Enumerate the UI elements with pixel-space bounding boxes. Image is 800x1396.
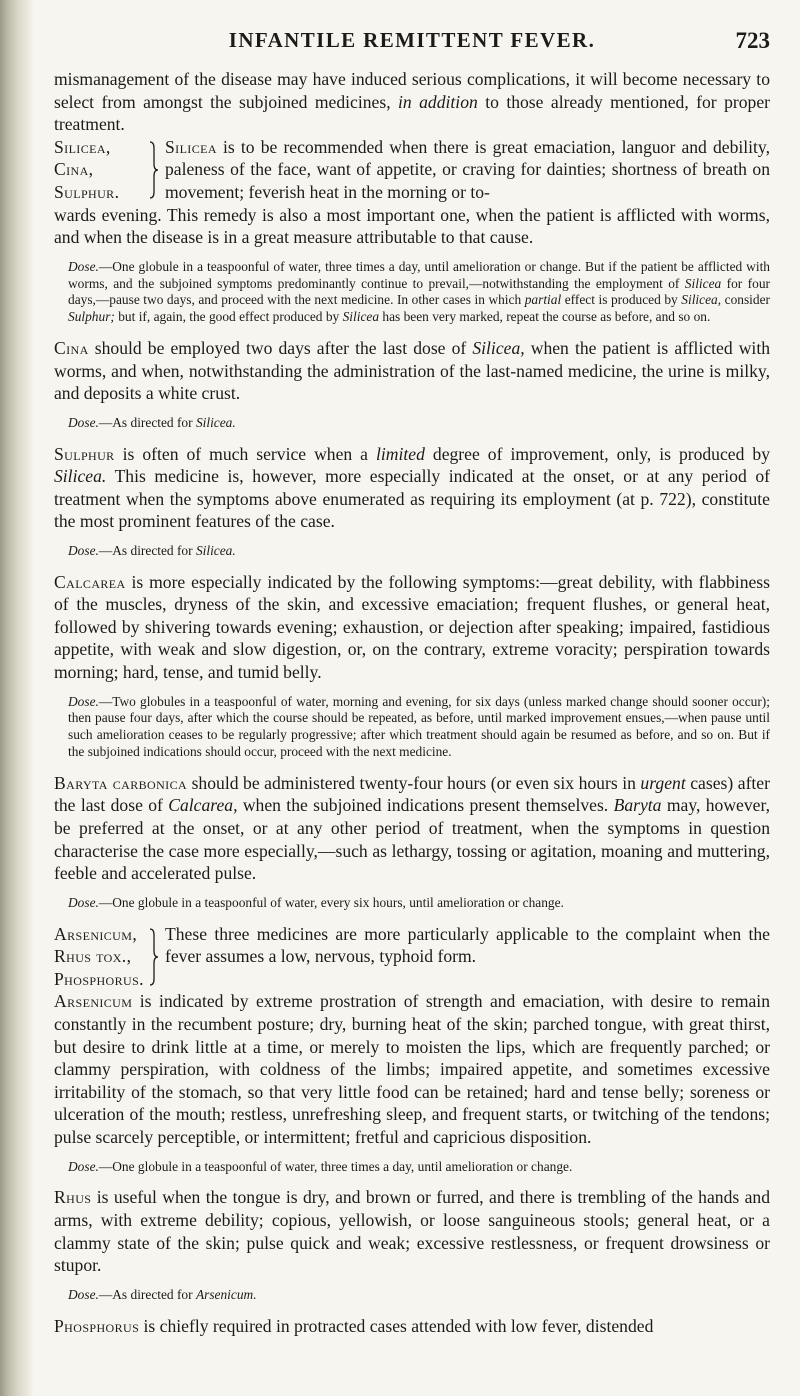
dose-note: Dose.—One globule in a teaspoonful of water, every six hours, until amelioration or change. [68,894,564,910]
silicea-paragraph-continued: wards evening. This remedy is also a most important one, when the patient is afflicted with worms, and when the disease is in a great measure attributable to that cause. [54,204,770,248]
medicine-name: Calcarea [54,571,126,592]
group-name: Silicea, [54,136,111,157]
group-name: Cina, [54,159,94,180]
medicine-name: Silicea [165,136,217,157]
phosphorus-paragraph: Phosphorus is chiefly required in protracted cases attended with low fever, distended [54,1315,654,1336]
medicine-name: Phosphorus [54,1315,140,1336]
book-spine-shadow [0,0,34,1396]
curly-brace-icon [149,927,159,987]
bracket-text: These three medicines are more particularly applicable to the complaint when the fever assumes a low, nervous, typhoid form. [165,923,770,967]
dose-note: Dose.—As directed for Silicea. [68,542,236,558]
bracket-text: Silicea is to be recommended when there is great emaciation, languor and debility, paleness of the face, want of appetite, or craving for dainties; shortness of breath on movement; feverish heat in the morning or to- [165,136,770,202]
arsenicum-paragraph: Arsenicum is indicated by extreme prostration of strength and emaciation, with desire to remain constantly in the recumbent posture; dry, burning heat of the skin; parched tongue, with great thirst, but desire to drink little at a time, or merely to moisten the lips, which are frequently parched; or clammy perspiration, with coldness of the limbs; impaired appetite, and sometimes excessive irritability of the stomach, so that very little food can be retained; hard and tense belly; soreness or ulceration of the mouth; restless, unrefreshing sleep, and frequent starts, or twitching of the tendons; pulse scarcely perceptible, or intermittent; fretful and capricious disposition. [54,991,770,1147]
group-name: Rhus tox., [54,946,132,967]
bracket-names [54,923,147,991]
running-title: INFANTILE REMITTENT FEVER. [228,28,596,52]
medicine-name: Sulphur [54,443,115,464]
group-name: Arsenicum, [54,923,138,944]
dose-note: Dose.—As directed for Silicea. [68,414,236,430]
medicine-name: Cina [54,337,89,358]
baryta-paragraph: Baryta carbonica should be administered twenty-four hours (or even six hours in urgent cases) after the last dose of Calcarea, when the subjoined indications present themselves. Baryta may, however, be preferred at the onset, or at any other period of treatment, when the symptoms in question characterise the case more especially,—such as lethargy, tossing or agitation, moaning and muttering, feeble and accelerated pulse. [54,772,770,884]
group-name: Phosphorus. [54,968,144,989]
dose-note: Dose.—One globule in a teaspoonful of water, three times a day, until amelioration or change. [68,1158,573,1174]
dose-note: Dose.—As directed for Arsenicum. [68,1286,257,1302]
page-header [54,28,770,68]
medicine-name: Arsenicum [54,991,133,1012]
sulphur-paragraph: Sulphur is often of much service when a limited degree of improvement, only, is produced by Silicea. This medicine is, however, more especially indicated at the onset, or at any period of treatment when the symptoms above enumerated as requiring its employment (at p. 722), constitute the most prominent features of the case. [54,443,770,532]
cina-paragraph: Cina should be employed two days after the last dose of Silicea, when the patient is afflicted with worms, and when, notwithstanding the administration of the last-named medicine, the urine is milky, and deposits a white crust. [54,337,771,404]
book-page [54,28,770,1337]
medicine-group-arsenicum-rhus-phosphorus [54,923,770,991]
medicine-name: Baryta carbonica [54,772,188,793]
intro-paragraph: mismanagement of the disease may have induced serious complications, it will become necessary to select from amongst the subjoined medicines, in addition to those already mentioned, for proper treatment. [54,69,771,135]
medicine-group-silicea-cina-sulphur [54,136,770,204]
group-name: Sulphur. [54,181,120,202]
curly-brace-icon [149,140,159,200]
dose-note: Dose.—Two globules in a teaspoonful of water, morning and evening, for six days (unless marked change should sooner occur); then pause four days, after which the course should be repeated, as before, until marked improvement ensues,—when pause until such amelioration ceases to be regularly progressive; after which treatment should again be resumed as before, and so on. But if the subjoined indications should occur, proceed with the next medicine. [68,693,770,760]
calcarea-paragraph: Calcarea is more especially indicated by the following symptoms:—great debility, with flabbiness of the muscles, dryness of the skin, and excessive emaciation; frequent flushes, or general heat, followed by shivering towards evening; exhaustion, or dejection after speaking; impaired, fastidious appetite, with weak and slow digestion, or, on the contrary, extreme voracity; perspiration towards morning; hard, tense, and tumid belly. [54,571,770,683]
dose-note: Dose.—One globule in a teaspoonful of water, three times a day, until amelioration or change. But if the patient be afflicted with worms, and the subjoined symptoms predominantly continue to prevail,—notwithstanding the employment of Silicea for four days,—pause two days, and proceed with the next medicine. In other cases in which partial effect is produced by Silicea, consider Sulphur; but if, again, the good effect produced by Silicea has been very marked, repeat the course as before, and so on. [68,258,770,325]
medicine-name: Rhus [54,1187,92,1208]
page-number: 723 [735,28,770,53]
rhus-paragraph: Rhus is useful when the tongue is dry, and brown or furred, and there is trembling of the hands and arms, with extreme debility; copious, yellowish, or loose sanguineous stools; general heat, or a clammy state of the skin; pulse quick and weak; excessive restlessness, or frequent drowsiness or stupor. [54,1187,770,1276]
bracket-names [54,136,147,204]
